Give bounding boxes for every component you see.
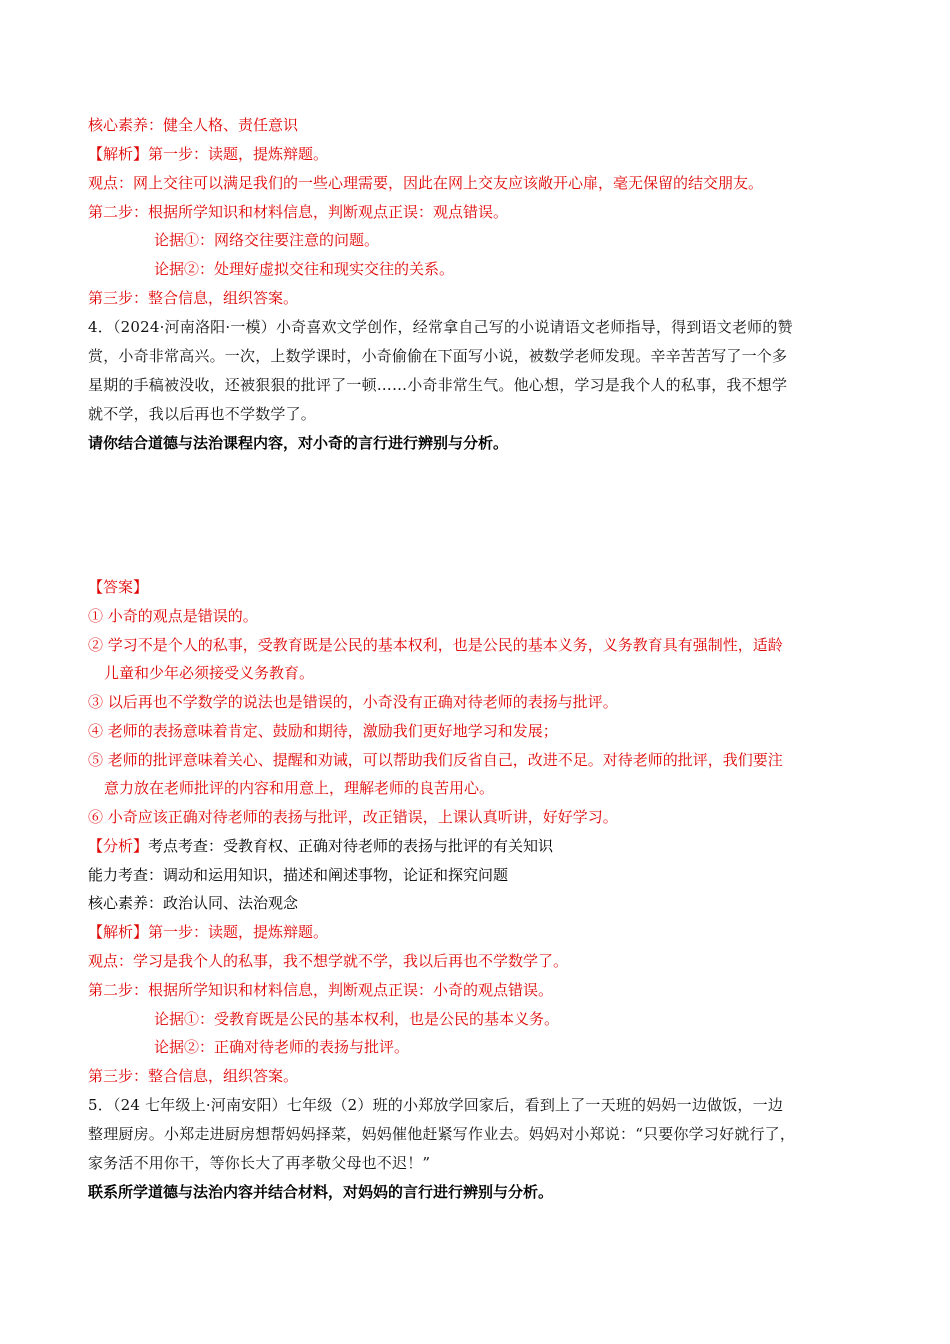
ability-line: 能力考查：调动和运用知识，描述和阐述事物，论证和探究问题 [88, 866, 509, 884]
core-literacy-1: 核心素养：健全人格、责任意识 [88, 116, 299, 134]
argument-2a: 论据①：受教育既是公民的基本权利，也是公民的基本义务。 [154, 1010, 560, 1028]
step2-1: 第二步：根据所学知识和材料信息，判断观点正误：观点错误。 [88, 203, 509, 221]
answer-tag: 【答案】 [88, 578, 149, 596]
argument-1b: 论据②：处理好虚拟交往和现实交往的关系。 [154, 260, 455, 278]
question4-line4: 就不学，我以后再也不学数学了。 [88, 405, 317, 423]
viewpoint-2: 观点：学习是我个人的私事，我不想学就不学，我以后再也不学数学了。 [88, 952, 569, 970]
analysis-step1-line [88, 144, 328, 164]
answer-item-4: ④ 老师的表扬意味着肯定、鼓励和期待，激励我们更好地学习和发展； [88, 722, 558, 740]
core-literacy-2: 核心素养：政治认同、法治观念 [88, 894, 299, 912]
answer-item-1: ① 小奇的观点是错误的。 [88, 607, 258, 625]
jiexi-tag-2: 【解析】 [88, 923, 149, 941]
jiexi-line-2 [88, 922, 328, 942]
answer-item-5: ⑤ 老师的批评意味着关心、提醒和劝诫，可以帮助我们反省自己，改进不足。对待老师的批评，我们要注 [88, 751, 783, 769]
question5-line2: 整理厨房。小郑走进厨房想帮妈妈择菜，妈妈催他赶紧写作业去。妈妈对小郑说：“只要你学习好就行了， [88, 1125, 796, 1143]
analysis-text-2: 考点考查：受教育权、正确对待老师的表扬与批评的有关知识 [148, 837, 554, 855]
argument-2b: 论据②：正确对待老师的表扬与批评。 [154, 1038, 410, 1056]
viewpoint-1: 观点：网上交往可以满足我们的一些心理需要，因此在网上交友应该敞开心扉，毫无保留的结交朋友。 [88, 174, 764, 192]
answer-item-2-cont: 儿童和少年必须接受义务教育。 [104, 664, 315, 682]
analysis-step1: 第一步：读题，提炼辩题。 [148, 145, 329, 163]
question5-prompt: 联系所学道德与法治内容并结合材料，对妈妈的言行进行辨别与分析。 [88, 1183, 554, 1201]
answer-item-2: ② 学习不是个人的私事，受教育既是公民的基本权利，也是公民的基本义务，义务教育具有强制性，适龄 [88, 636, 783, 654]
analysis-tag: 【解析】 [88, 145, 149, 163]
question4-prompt: 请你结合道德与法治课程内容，对小奇的言行进行辨别与分析。 [88, 434, 509, 452]
argument-1a: 论据①：网络交往要注意的问题。 [154, 231, 380, 249]
question4-line3: 星期的手稿被没收，还被狠狠的批评了一顿……小奇非常生气。他心想，学习是我个人的私事，我不想学 [88, 376, 788, 394]
question4-line1: 4．（2024·河南洛阳·一模）小奇喜欢文学创作，经常拿自己写的小说请语文老师指导，得到语文老师的赞 [88, 318, 793, 336]
step3-1: 第三步：整合信息，组织答案。 [88, 289, 299, 307]
answer-item-3: ③ 以后再也不学数学的说法也是错误的，小奇没有正确对待老师的表扬与批评。 [88, 693, 618, 711]
question4-line2: 赏，小奇非常高兴。一次，上数学课时，小奇偷偷在下面写小说，被数学老师发现。辛辛苦苦写了一个多 [88, 347, 788, 365]
jiexi-step1-2: 第一步：读题，提炼辩题。 [148, 923, 329, 941]
answer-item-6: ⑥ 小奇应该正确对待老师的表扬与批评，改正错误，上课认真听讲，好好学习。 [88, 808, 618, 826]
step2-2: 第二步：根据所学知识和材料信息，判断观点正误：小奇的观点错误。 [88, 981, 554, 999]
step3-2: 第三步：整合信息，组织答案。 [88, 1067, 299, 1085]
answer-item-5-cont: 意力放在老师批评的内容和用意上，理解老师的良苦用心。 [104, 779, 495, 797]
question5-line1: 5．（24 七年级上·河南安阳）七年级（2）班的小郑放学回家后，看到上了一天班的妈妈一边做饭，一边 [88, 1096, 784, 1114]
question5-line3: 家务活不用你干，等你长大了再孝敬父母也不迟！” [88, 1154, 431, 1172]
analysis-tag-2: 【分析】 [88, 837, 149, 855]
analysis-line [88, 836, 553, 856]
